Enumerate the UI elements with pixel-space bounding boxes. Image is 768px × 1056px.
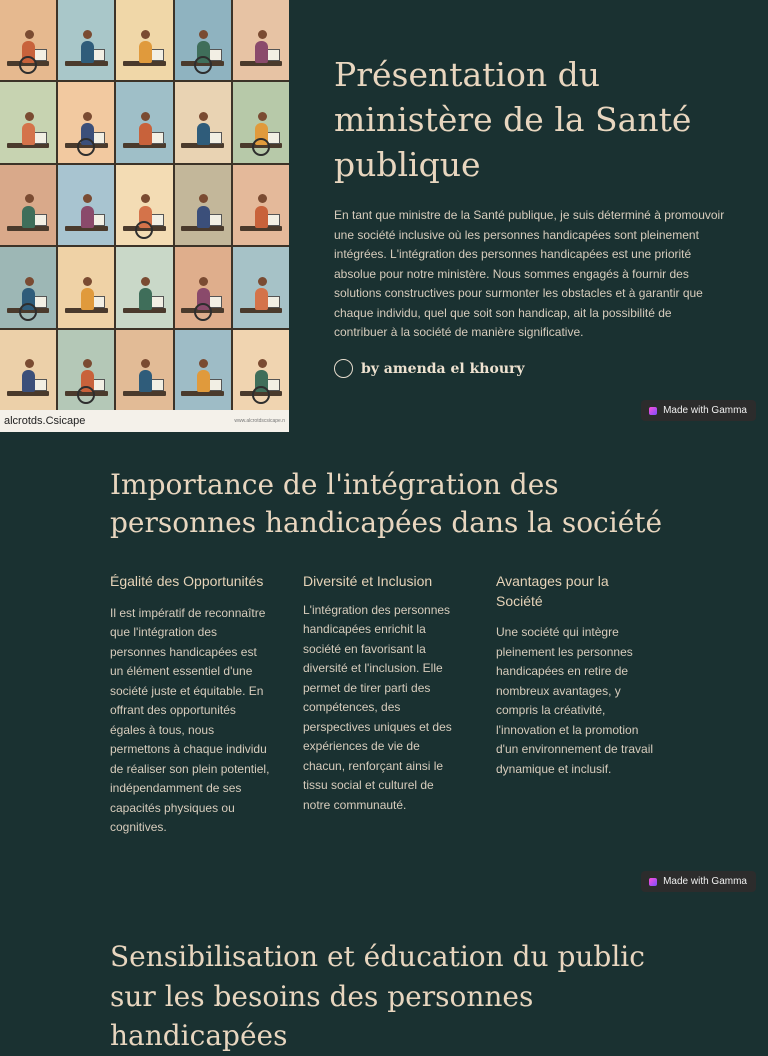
- page-title: Présentation du ministère de la Santé publique: [334, 55, 692, 184]
- illustration-tile: [116, 82, 172, 162]
- column-diversity-inclusion: [303, 572, 463, 815]
- author-name: by amenda el khoury: [361, 360, 525, 377]
- avatar-icon: [334, 359, 353, 378]
- illustration-tile: [116, 247, 172, 327]
- illustration-tile: [175, 247, 231, 327]
- gamma-logo-icon: [649, 878, 657, 886]
- column-heading: Avantages pour la Société: [496, 573, 609, 609]
- intro-paragraph: En tant que ministre de la Santé publique, je suis déterminé à promouvoir une société inclusive où les personnes handicapées sont pleinement intégrées. L'intégration des personnes handicapées est une priorité absolue pour notre ministère. Nous sommes engagés à fournir des solutions constructives pour surmonter les obstacles et à garantir que chaque individu, quel que soit son handicap, ait la possibilité de contribuer à la société de manière significative.: [334, 208, 725, 339]
- illustration-tile: [58, 165, 114, 245]
- column-body: Une société qui intègre pleinement les personnes handicapées en retire de nombreux avantages, y compris la créativité, l'innovation et la promotion d'un environnement de travail dynamique et inclusif.: [496, 625, 654, 776]
- column-heading: Égalité des Opportunités: [110, 573, 264, 589]
- illustration-tile: [116, 0, 172, 80]
- made-with-gamma-label: Made with Gamma: [663, 405, 747, 416]
- section-title: Sensibilisation et éducation du public sur les besoins des personnes handicapées: [110, 940, 645, 1052]
- made-with-gamma-button[interactable]: [641, 400, 756, 421]
- gamma-logo-icon: [649, 407, 657, 415]
- illustration-tile: [175, 0, 231, 80]
- column-body: L'intégration des personnes handicapées enrichit la société en favorisant la diversité et l'inclusion. Elle permet de tirer parti des compétences, des perspectives uniques et des expériences de vie de chacun, renforçant ainsi le tissu social et culturel de notre communauté.: [303, 602, 452, 812]
- illustration-tile: [0, 165, 56, 245]
- image-caption-text: alcrotds.Csicape: [4, 415, 86, 427]
- slide-awareness: [0, 907, 768, 1052]
- author-byline[interactable]: [334, 359, 525, 378]
- slide-importance: [0, 437, 768, 907]
- illustration-grid: [0, 0, 289, 410]
- illustration-tile: [233, 165, 289, 245]
- illustration-tile: [0, 0, 56, 80]
- column-society-benefits: [496, 572, 656, 779]
- illustration-tile: [0, 330, 56, 410]
- slide-presentation: [0, 0, 768, 437]
- made-with-gamma-button[interactable]: [641, 871, 756, 892]
- illustration-tile: [175, 165, 231, 245]
- column-heading: Diversité et Inclusion: [303, 573, 433, 589]
- column-body: Il est impératif de reconnaître que l'intégration des personnes handicapées est un élément essentiel d'une société juste et équitable. En offrant des opportunités égales à tous, nous permettons à chaque individu de réaliser son plein potentiel, indépendamment de ses capacités physiques ou cognitives.: [110, 605, 270, 834]
- column-equal-opportunities: [110, 572, 270, 838]
- made-with-gamma-label: Made with Gamma: [663, 876, 747, 887]
- illustration-tile: [58, 82, 114, 162]
- illustration-tile: [175, 82, 231, 162]
- illustration-tile: [0, 247, 56, 327]
- illustration-tile: [116, 165, 172, 245]
- illustration-tile: [116, 330, 172, 410]
- illustration-tile: [58, 247, 114, 327]
- image-url-text: www.alcrotdscsicape.n: [234, 418, 285, 424]
- illustration-tile: [233, 0, 289, 80]
- section-title: Importance de l'intégration des personnes handicapées dans la société: [110, 468, 663, 539]
- illustration-tile: [58, 330, 114, 410]
- illustration-tile: [233, 82, 289, 162]
- illustration-tile: [0, 82, 56, 162]
- image-caption: [0, 410, 289, 432]
- illustration-tile: [233, 247, 289, 327]
- illustration-tile: [175, 330, 231, 410]
- illustration-tile: [233, 330, 289, 410]
- illustration-image: [0, 0, 289, 432]
- illustration-tile: [58, 0, 114, 80]
